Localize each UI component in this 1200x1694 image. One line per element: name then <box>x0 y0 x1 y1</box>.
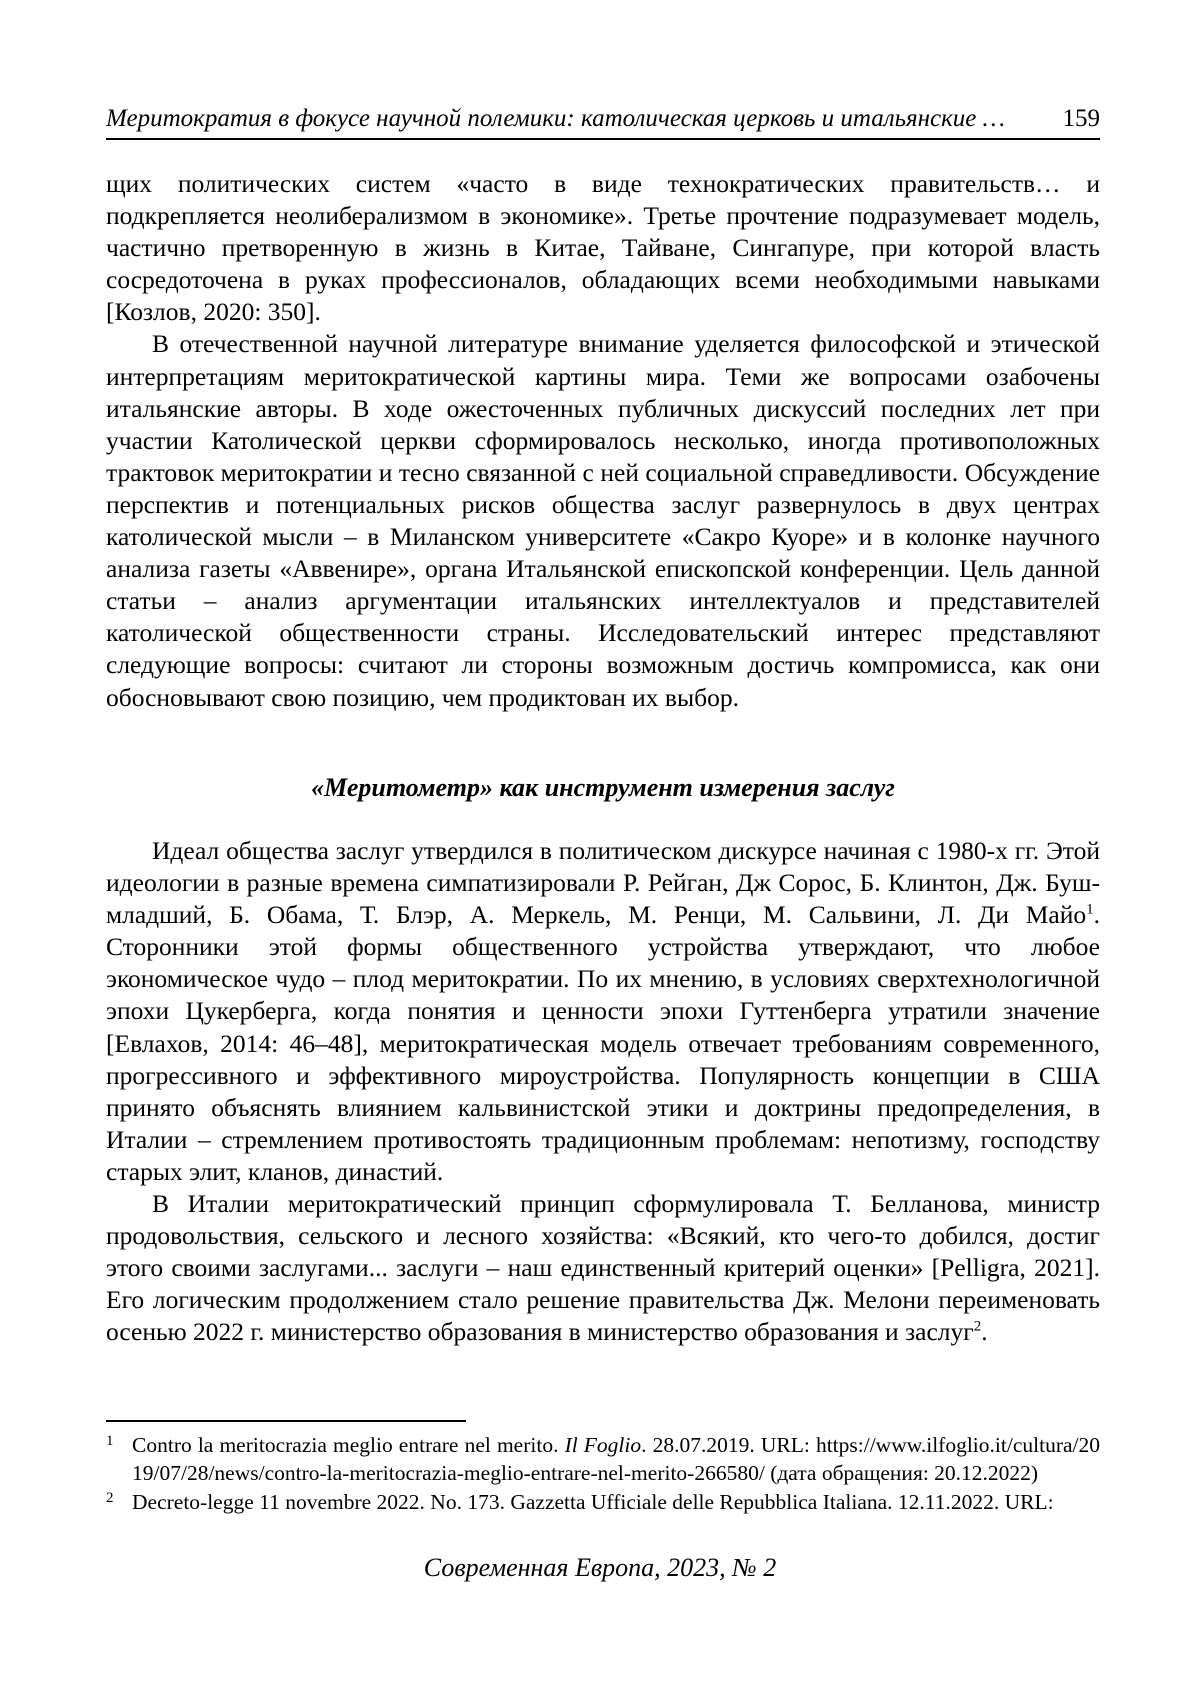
footnote-text: Decreto-legge 11 novembre 2022. No. 173. Gazzetta Ufficiale delle Repubblica Italiana. 12.11.2022. <box>132 1490 1000 1514</box>
footnote-2 <box>106 1489 1100 1517</box>
footnote-url-label[interactable]: URL: <box>1004 1490 1054 1514</box>
body-text-section <box>106 835 1100 1349</box>
page-number: 159 <box>1062 105 1100 132</box>
footnote-mark: 2 <box>106 1490 114 1506</box>
paragraph-meritocracy-ideal <box>106 835 1100 1188</box>
footnotes <box>106 1432 1100 1519</box>
footnote-divider <box>106 1420 466 1422</box>
journal-footer: Современная Европа, 2023, № 2 <box>423 1553 777 1582</box>
section-heading: «Меритометр» как инструмент измерения заслуг <box>311 773 895 802</box>
footnote-mark: 1 <box>106 1433 114 1449</box>
paragraph-text: В Италии меритократический принцип сформулировала Т. Белланова, министр продовольствия, сельского и лесного хозяйства: «Всякий, кто чего-то добился, достиг этого своими заслугами... заслуги – наш единственный критерий оценки» [Pelligra, 2021]. Его логическим продолжением стало решение правительства Дж. Мелони переименовать осенью 2022 г. министерство образования в министерство образования и заслуг <box>106 1189 1100 1347</box>
footnote-url-link[interactable]: https://www.ilfoglio.it/cultura/2019/07/28/news/contro-la-meritocrazia-meglio-entrare-nel-merito-266580/ <box>132 1433 1100 1485</box>
paragraph-text: Идеал общества заслуг утвердился в политическом дискурсе начиная с 1980-х гг. Этой идеологии в разные времена симпатизировали Р. Рейган, Дж Сорос, Б. Клинтон, Дж. Буш-младший, Б. Обама, Т. Блэр, А. Меркель, М. Ренци, М. Сальвини, Л. Ди Майо <box>106 836 1100 930</box>
paragraph-text: . <box>981 1317 988 1347</box>
footnote-source-title: Il Foglio <box>564 1433 642 1457</box>
paragraph-intro: В отечественной научной литературе внимание уделяется философской и этической интерпретациям меритократической картины мира. Теми же вопросами озабочены итальянские авторы. В ходе ожесточенных публичных дискуссий последних лет при участии Католической церкви сформировалось несколько, иногда противоположных трактовок меритократии и тесно связанной с ней социальной справедливости. Обсуждение перспектив и потенциальных рисков общества заслуг развернулось в двух центрах католической мысли – в Миланском университете «Сакро Куоре» и в колонке научного анализа газеты «Аввенире», органа Итальянской епископской конференции. Цель данной статьи – анализ аргументации итальянских интеллектуалов и представителей католической общественности страны. Исследовательский интерес представляют следующие вопросы: считают ли стороны возможным достичь компромисса, как они обосновывают свою позицию, чем продиктован их выбор. <box>106 329 1100 712</box>
footnote-access-date: (дата обращения: 20.12.2022) <box>770 1460 1039 1485</box>
footnote-1 <box>106 1432 1100 1487</box>
footnote-reference[interactable]: 2 <box>973 1318 982 1335</box>
body-text-top <box>106 168 1100 714</box>
running-header <box>106 104 1100 140</box>
paragraph-text: . Сторонники этой формы общественного устройства утверждают, что любое экономическое чудо – плод меритократии. По их мнению, в условиях сверхтехнологичной эпохи Цукерберга, когда понятия и ценности эпохи Гуттенберга утратили значение [Евлахов, 2014: 46–48], меритократическая модель отвечает требованиям современного, прогрессивного и эффективного мироустройства. Популярность концепции в США принято объяснять влиянием кальвинистской этики и доктрины предопределения, в Италии – стремлением противостоять традиционным проблемам: непотизму, господству старых элит, кланов, династий. <box>106 900 1100 1186</box>
footnote-reference[interactable]: 1 <box>1086 901 1094 918</box>
running-title: Меритократия в фокусе научной полемики: католическая церковь и итальянские … <box>106 105 1005 132</box>
footnote-text: . 28.07.2019. URL: <box>641 1433 810 1457</box>
paragraph-continuation: щих политических систем «часто в виде технократических правительств… и подкрепляется неолиберализмом в экономике». Третье прочтение подразумевает модель, частично претворенную в жизнь в Китае, Тайване, Сингапуре, при которой власть сосредоточена в руках профессионалов, обладающих всеми необходимыми навыками [Козлов, 2020: 350]. <box>106 169 1100 327</box>
paragraph-italy-principle <box>106 1188 1100 1348</box>
footnote-text: Contro la meritocrazia meglio entrare nel merito. <box>132 1433 565 1457</box>
